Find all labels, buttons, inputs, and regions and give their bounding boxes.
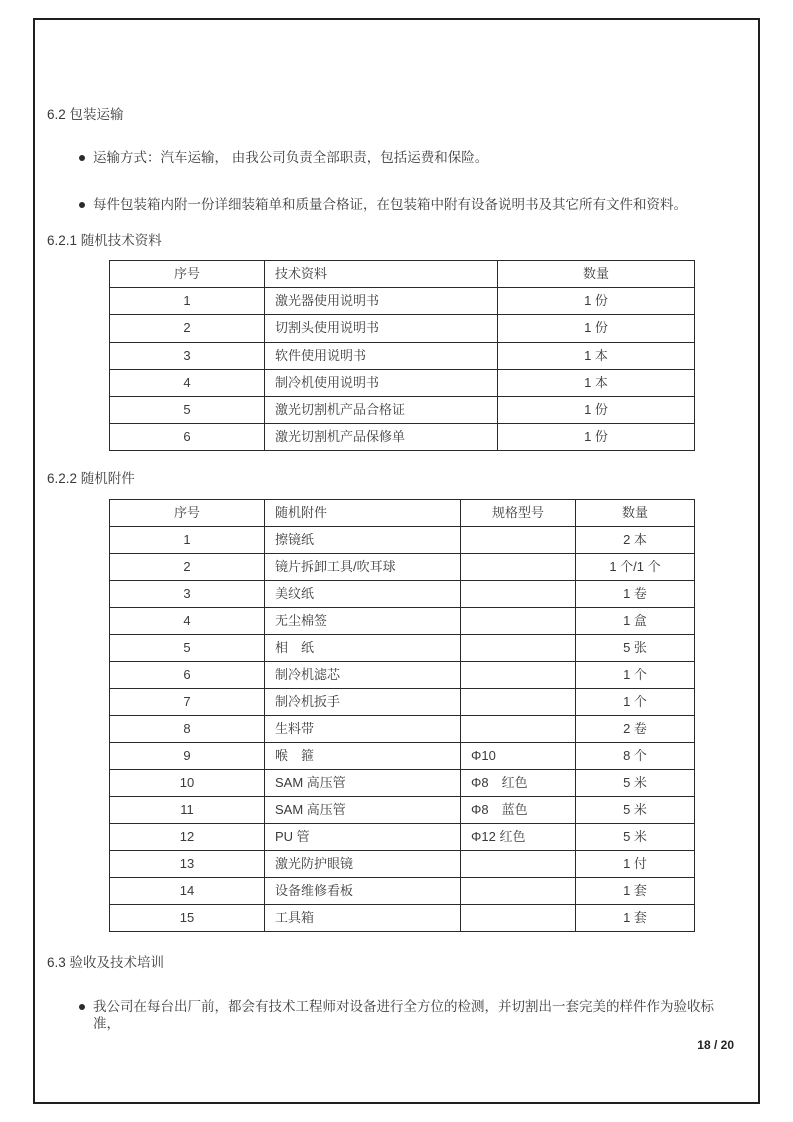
table-row — [110, 797, 695, 824]
cell-serial: 13 — [110, 851, 265, 878]
cell-serial: 2 — [110, 554, 265, 581]
table-row — [110, 369, 695, 396]
cell-quantity: 1 本 — [498, 369, 695, 396]
technical-docs-table — [109, 260, 695, 451]
cell-serial: 1 — [110, 288, 265, 315]
cell-spec-model: Φ8 红色 — [461, 770, 576, 797]
cell-serial: 4 — [110, 369, 265, 396]
cell-quantity: 1 本 — [498, 342, 695, 369]
cell-serial: 4 — [110, 608, 265, 635]
cell-doc-name: 激光切割机产品保修单 — [265, 424, 498, 451]
cell-spec-model — [461, 635, 576, 662]
table-row — [110, 770, 695, 797]
table-row — [110, 635, 695, 662]
cell-serial: 15 — [110, 905, 265, 932]
cell-spec-model — [461, 554, 576, 581]
table-row — [110, 743, 695, 770]
cell-spec-model — [461, 689, 576, 716]
section-heading-acceptance-training: 6.3 验收及技术培训 — [47, 955, 165, 970]
table-row — [110, 689, 695, 716]
column-header-doc-name: 技术资料 — [265, 261, 498, 288]
section-heading-accessories: 6.2.2 随机附件 — [47, 471, 135, 486]
cell-quantity: 1 个 — [576, 662, 695, 689]
section-heading-packaging-transport: 6.2 包装运输 — [47, 107, 124, 122]
cell-spec-model — [461, 851, 576, 878]
bullet-icon — [79, 155, 85, 161]
cell-accessory-name: 喉 箍 — [265, 743, 461, 770]
table-row — [110, 824, 695, 851]
bullet-icon — [79, 1004, 85, 1010]
cell-quantity: 1 份 — [498, 315, 695, 342]
column-header-serial: 序号 — [110, 500, 265, 527]
bullet-text-transport: 运输方式：汽车运输， 由我公司负责全部职责，包括运费和保险。 — [93, 150, 489, 165]
table-row — [110, 396, 695, 423]
table-row — [110, 288, 695, 315]
cell-spec-model — [461, 878, 576, 905]
bullet-text-acceptance: 我公司在每台出厂前，都会有技术工程师对设备进行全方位的检测，并切割出一套完美的样件作为验收标准， — [93, 999, 714, 1031]
cell-quantity: 5 米 — [576, 770, 695, 797]
cell-spec-model: Φ12 红色 — [461, 824, 576, 851]
table-row — [110, 315, 695, 342]
cell-serial: 6 — [110, 662, 265, 689]
cell-quantity: 1 套 — [576, 905, 695, 932]
list-item — [79, 196, 739, 213]
cell-serial: 8 — [110, 716, 265, 743]
cell-spec-model — [461, 662, 576, 689]
cell-spec-model — [461, 581, 576, 608]
cell-serial: 5 — [110, 635, 265, 662]
cell-accessory-name: 无尘棉签 — [265, 608, 461, 635]
cell-spec-model — [461, 905, 576, 932]
cell-spec-model: Φ8 蓝色 — [461, 797, 576, 824]
cell-serial: 10 — [110, 770, 265, 797]
cell-serial: 9 — [110, 743, 265, 770]
cell-accessory-name: SAM 高压管 — [265, 797, 461, 824]
column-header-quantity: 数量 — [576, 500, 695, 527]
column-header-serial: 序号 — [110, 261, 265, 288]
cell-accessory-name: 制冷机滤芯 — [265, 662, 461, 689]
list-item — [79, 998, 739, 1032]
cell-quantity: 2 卷 — [576, 716, 695, 743]
accessories-table — [109, 499, 695, 932]
cell-quantity: 1 份 — [498, 288, 695, 315]
cell-accessory-name: 镜片拆卸工具/吹耳球 — [265, 554, 461, 581]
table-row — [110, 716, 695, 743]
table-row — [110, 424, 695, 451]
cell-accessory-name: 相 纸 — [265, 635, 461, 662]
bullet-text-packing: 每件包装箱内附一份详细装箱单和质量合格证，在包装箱中附有设备说明书及其它所有文件和资料。 — [93, 197, 687, 212]
cell-serial: 1 — [110, 527, 265, 554]
cell-accessory-name: 制冷机扳手 — [265, 689, 461, 716]
table-row — [110, 905, 695, 932]
table-row — [110, 554, 695, 581]
cell-doc-name: 切割头使用说明书 — [265, 315, 498, 342]
cell-quantity: 2 本 — [576, 527, 695, 554]
table-header-row — [110, 261, 695, 288]
cell-serial: 7 — [110, 689, 265, 716]
table-header-row — [110, 500, 695, 527]
cell-quantity: 1 付 — [576, 851, 695, 878]
cell-spec-model — [461, 716, 576, 743]
cell-serial: 6 — [110, 424, 265, 451]
cell-accessory-name: 擦镜纸 — [265, 527, 461, 554]
cell-quantity: 1 套 — [576, 878, 695, 905]
table-row — [110, 608, 695, 635]
cell-quantity: 1 盒 — [576, 608, 695, 635]
list-item — [79, 149, 739, 166]
table-row — [110, 878, 695, 905]
cell-quantity: 1 份 — [498, 396, 695, 423]
page-border — [33, 18, 760, 1104]
cell-accessory-name: PU 管 — [265, 824, 461, 851]
cell-doc-name: 激光器使用说明书 — [265, 288, 498, 315]
cell-quantity: 1 个 — [576, 689, 695, 716]
column-header-spec-model: 规格型号 — [461, 500, 576, 527]
cell-serial: 3 — [110, 342, 265, 369]
cell-doc-name: 制冷机使用说明书 — [265, 369, 498, 396]
cell-doc-name: 激光切割机产品合格证 — [265, 396, 498, 423]
cell-quantity: 5 张 — [576, 635, 695, 662]
cell-quantity: 5 米 — [576, 797, 695, 824]
cell-accessory-name: 设备维修看板 — [265, 878, 461, 905]
cell-spec-model — [461, 608, 576, 635]
cell-accessory-name: 工具箱 — [265, 905, 461, 932]
table-row — [110, 581, 695, 608]
cell-serial: 3 — [110, 581, 265, 608]
cell-quantity: 1 卷 — [576, 581, 695, 608]
cell-serial: 12 — [110, 824, 265, 851]
table-row — [110, 527, 695, 554]
cell-serial: 14 — [110, 878, 265, 905]
cell-spec-model: Φ10 — [461, 743, 576, 770]
cell-quantity: 1 个/1 个 — [576, 554, 695, 581]
section-heading-technical-docs: 6.2.1 随机技术资料 — [47, 233, 162, 248]
column-header-quantity: 数量 — [498, 261, 695, 288]
cell-quantity: 8 个 — [576, 743, 695, 770]
cell-doc-name: 软件使用说明书 — [265, 342, 498, 369]
cell-accessory-name: 激光防护眼镜 — [265, 851, 461, 878]
column-header-accessory-name: 随机附件 — [265, 500, 461, 527]
cell-serial: 11 — [110, 797, 265, 824]
table-row — [110, 851, 695, 878]
cell-quantity: 1 份 — [498, 424, 695, 451]
cell-accessory-name: SAM 高压管 — [265, 770, 461, 797]
table-row — [110, 662, 695, 689]
table-row — [110, 342, 695, 369]
cell-serial: 5 — [110, 396, 265, 423]
cell-accessory-name: 美纹纸 — [265, 581, 461, 608]
cell-accessory-name: 生料带 — [265, 716, 461, 743]
page-number: 18 / 20 — [697, 1038, 734, 1052]
bullet-icon — [79, 202, 85, 208]
cell-serial: 2 — [110, 315, 265, 342]
cell-spec-model — [461, 527, 576, 554]
cell-quantity: 5 米 — [576, 824, 695, 851]
